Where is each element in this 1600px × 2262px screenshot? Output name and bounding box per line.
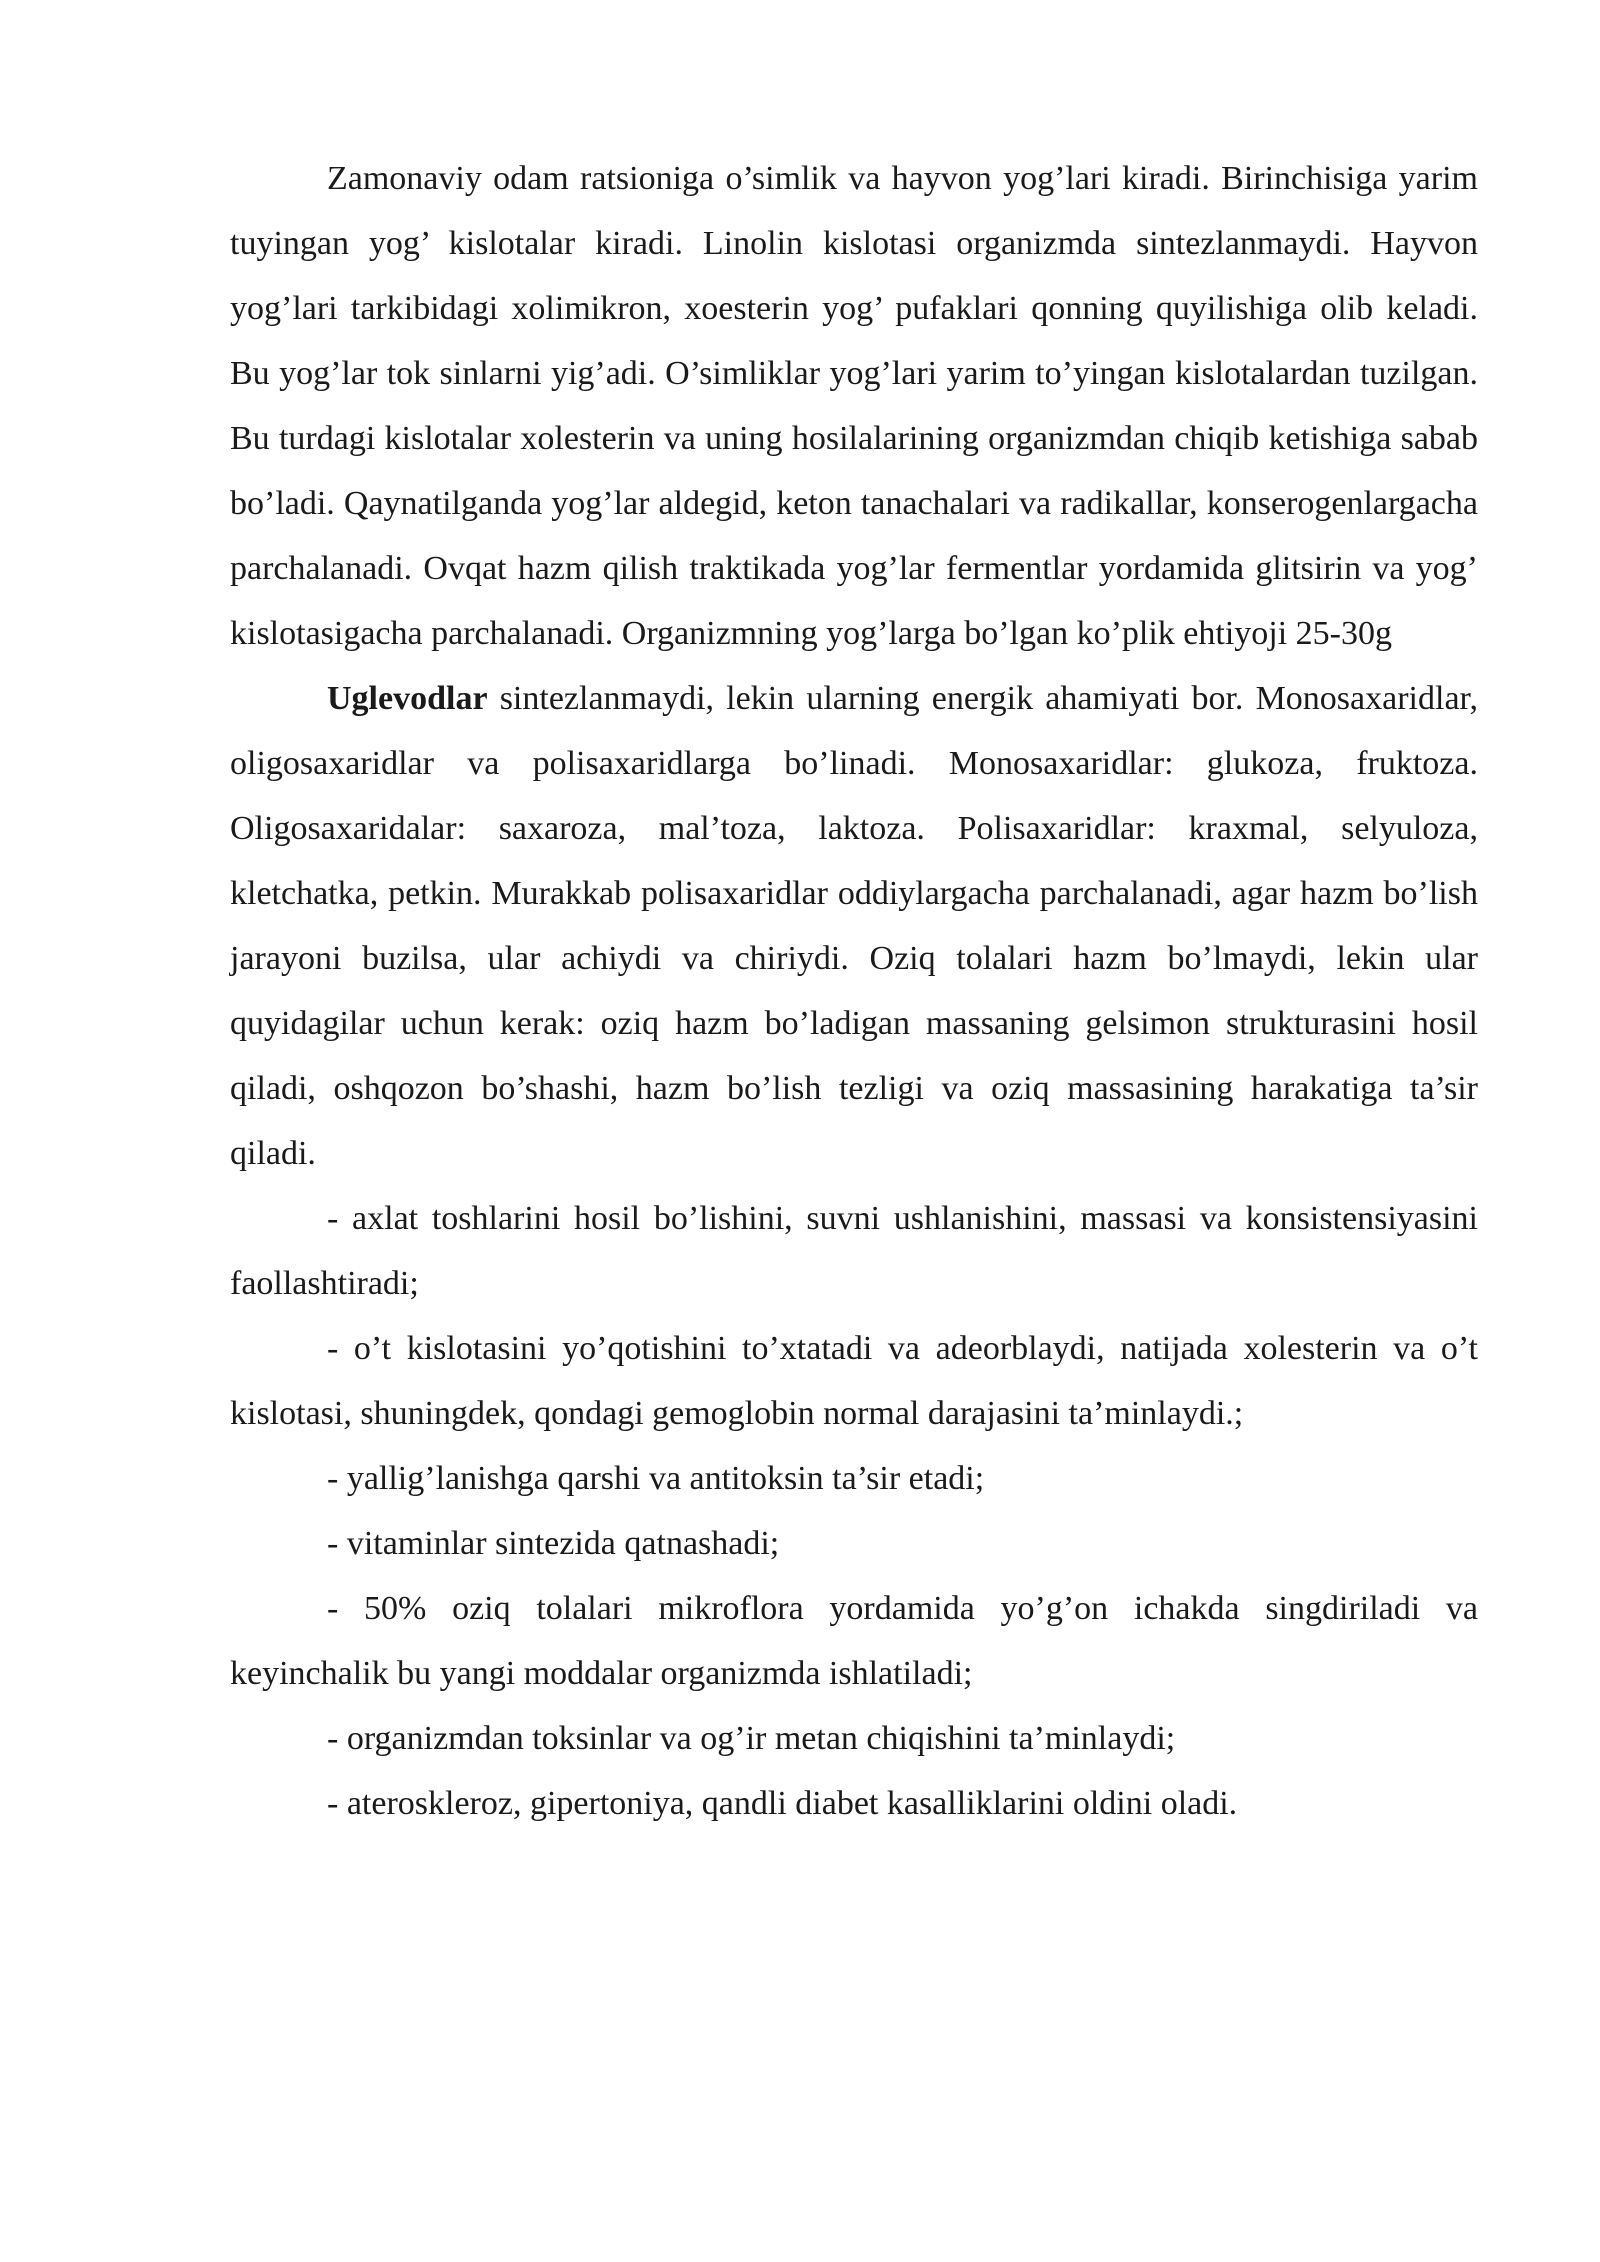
list-item: - 50% oziq tolalari mikroflora yordamida yo’g’on ichakda singdiriladi va keyinchalik bu yangi moddalar organizmda ishlatiladi; [230, 1590, 1478, 1692]
list-item: - o’t kislotasini yo’qotishini to’xtatadi va adeorblaydi, natijada xolesterin va o’t kislotasi, shuningdek, qondagi gemoglobin normal darajasini ta’minlaydi.; [230, 1330, 1478, 1432]
list-item: - vitaminlar sintezida qatnashadi; [327, 1525, 780, 1562]
carbohydrates-text: sintezlanmaydi, lekin ularning energik ahamiyati bor. Monosaxaridlar, oligosaxaridlar va polisaxaridlarga bo’linadi. Monosaxaridlar: glukoza, fruktoza. Oligosaxaridalar: saxaroza, mal’toza, laktoza. Polisaxaridlar: kraxmal, selyuloza, kletchatka, petkin. Murakkab polisaxaridlar oddiylargacha parchalanadi, agar hazm bo’lish jarayoni buzilsa, ular achiydi va chiriydi. Oziq tolalari hazm bo’lmaydi, lekin ular quyidagilar uchun kerak: oziq hazm bo’ladigan massaning gelsimon strukturasini hosil qiladi, oshqozon bo’shashi, hazm bo’lish tezligi va oziq massasining harakatiga ta’sir qiladi. [230, 680, 1478, 1172]
body-text [230, 146, 1478, 1836]
term-carbohydrates: Uglevodlar [327, 680, 488, 717]
paragraph-carbohydrates [230, 666, 1478, 1186]
paragraph-fats: Zamonaviy odam ratsioniga o’simlik va hayvon yog’lari kiradi. Birinchisiga yarim tuyingan yog’ kislotalar kiradi. Linolin kislotasi organizmda sintezlanmaydi. Hayvon yog’lari tarkibidagi xolimikron, xoesterin yog’ pufaklari qonning quyilishiga olib keladi. Bu yog’lar tok sinlarni yig’adi. O’simliklar yog’lari yarim to’yingan kislotalardan tuzilgan. Bu turdagi kislotalar xolesterin va uning hosilalarining organizmdan chiqib ketishiga sabab bo’ladi. Qaynatilganda yog’lar aldegid, keton tanachalari va radikallar, konserogenlargacha parchalanadi. Ovqat hazm qilish traktikada yog’lar fermentlar yordamida glitsirin va yog’ kislotasigacha parchalanadi. Organizmning yog’larga bo’lgan ko’plik ehtiyoji 25-30g [230, 160, 1478, 652]
list-item: - yallig’lanishga qarshi va antitoksin ta’sir etadi; [327, 1460, 985, 1497]
list-item: - axlat toshlarini hosil bo’lishini, suvni ushlanishini, massasi va konsistensiyasini faollashtiradi; [230, 1200, 1478, 1302]
list-item: - organizmdan toksinlar va og’ir metan chiqishini ta’minlaydi; [327, 1720, 1176, 1757]
list-item: - ateroskleroz, gipertoniya, qandli diabet kasalliklarini oldini oladi. [327, 1785, 1238, 1822]
